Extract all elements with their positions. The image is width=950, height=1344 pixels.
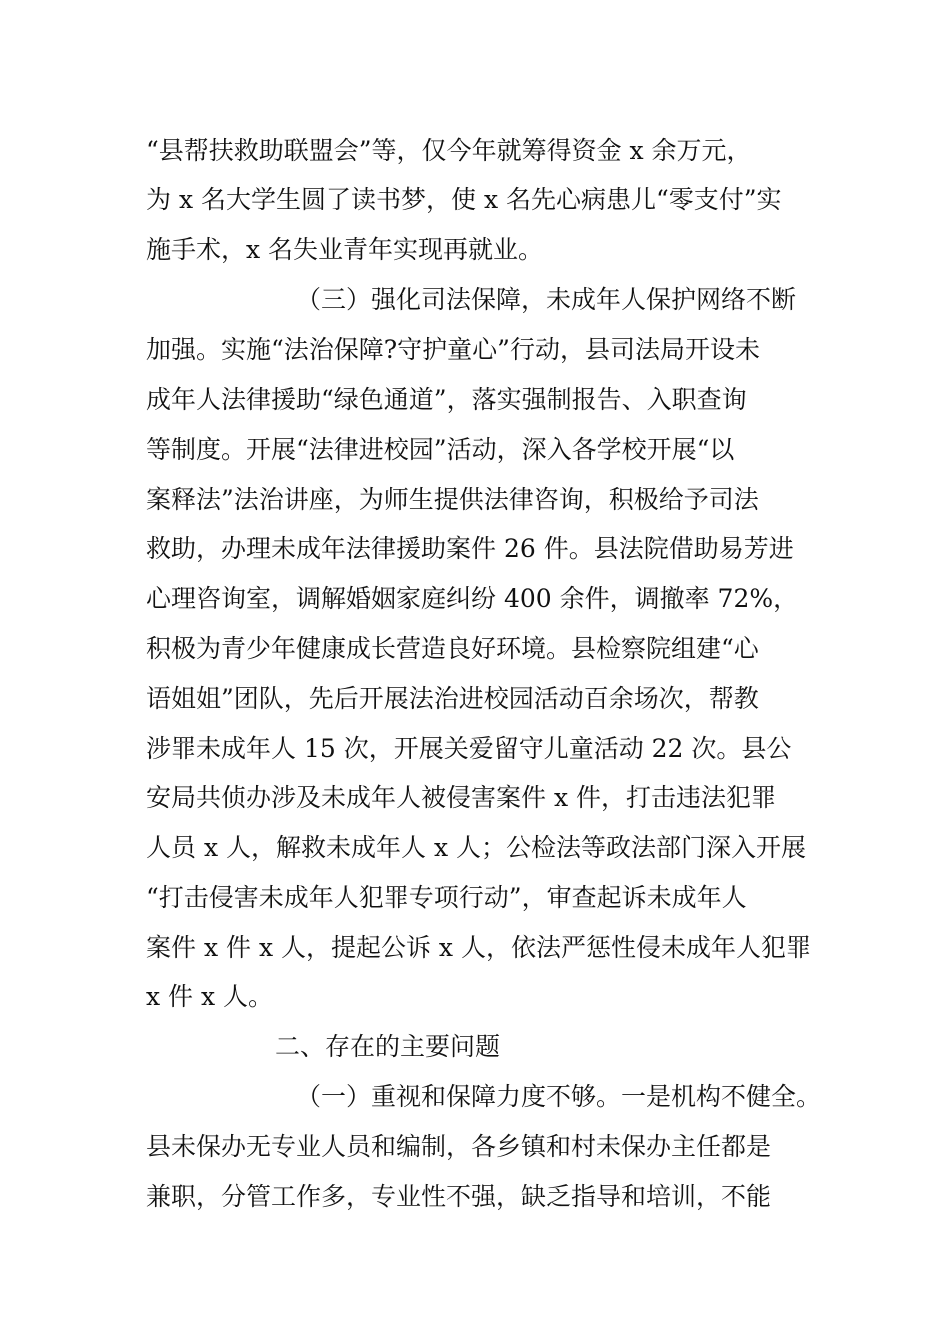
text-line: 涉罪未成年人 15 次，开展关爱留守儿童活动 22 次。县公	[146, 734, 792, 763]
text-line: 成年人法律援助“绿色通道”，落实强制报告、入职查询	[146, 385, 747, 414]
text-line: 心理咨询室，调解婚姻家庭纠纷 400 余件，调撤率 72%，	[146, 584, 799, 613]
text-line: “打击侵害未成年人犯罪专项行动”，审查起诉未成年人	[146, 883, 747, 912]
text-line: 等制度。开展“法律进校园”活动，深入各学校开展“以	[146, 435, 735, 464]
text-line: 语姐姐”团队，先后开展法治进校园活动百余场次，帮教	[146, 684, 759, 713]
text-line: 安局共侦办涉及未成年人被侵害案件 x 件，打击违法犯罪	[146, 783, 776, 812]
text-line: 加强。实施“法治保障?守护童心”行动，县司法局开设未	[146, 335, 760, 364]
text-line: 人员 x 人，解救未成年人 x 人；公检法等政法部门深入开展	[146, 833, 806, 862]
text-line: “县帮扶救助联盟会”等，仅今年就筹得资金 x 余万元，	[146, 136, 752, 165]
text-line: 积极为青少年健康成长营造良好环境。县检察院组建“心	[146, 634, 759, 663]
text-line: 为 x 名大学生圆了读书梦，使 x 名先心病患儿“零支付”实	[146, 185, 782, 214]
text-line: 案件 x 件 x 人，提起公诉 x 人，依法严惩性侵未成年人犯罪	[146, 933, 811, 962]
text-line: x 件 x 人。	[146, 982, 274, 1011]
section-heading: （三）强化司法保障，未成年人保护网络不断	[296, 285, 797, 314]
text-line: 施手术，x 名失业青年实现再就业。	[146, 235, 544, 264]
text-line: 案释法”法治讲座，为师生提供法律咨询，积极给予司法	[146, 485, 759, 514]
text-line: 兼职，分管工作多，专业性不强，缺乏指导和培训，不能	[146, 1182, 772, 1211]
section-heading: 二、存在的主要问题	[275, 1032, 501, 1061]
text-line: 救助，办理未成年法律援助案件 26 件。县法院借助易芳进	[146, 534, 794, 563]
text-line: 县未保办无专业人员和编制，各乡镇和村未保办主任都是	[146, 1132, 772, 1161]
subsection-heading: （一）重视和保障力度不够。一是机构不健全。	[296, 1082, 822, 1111]
